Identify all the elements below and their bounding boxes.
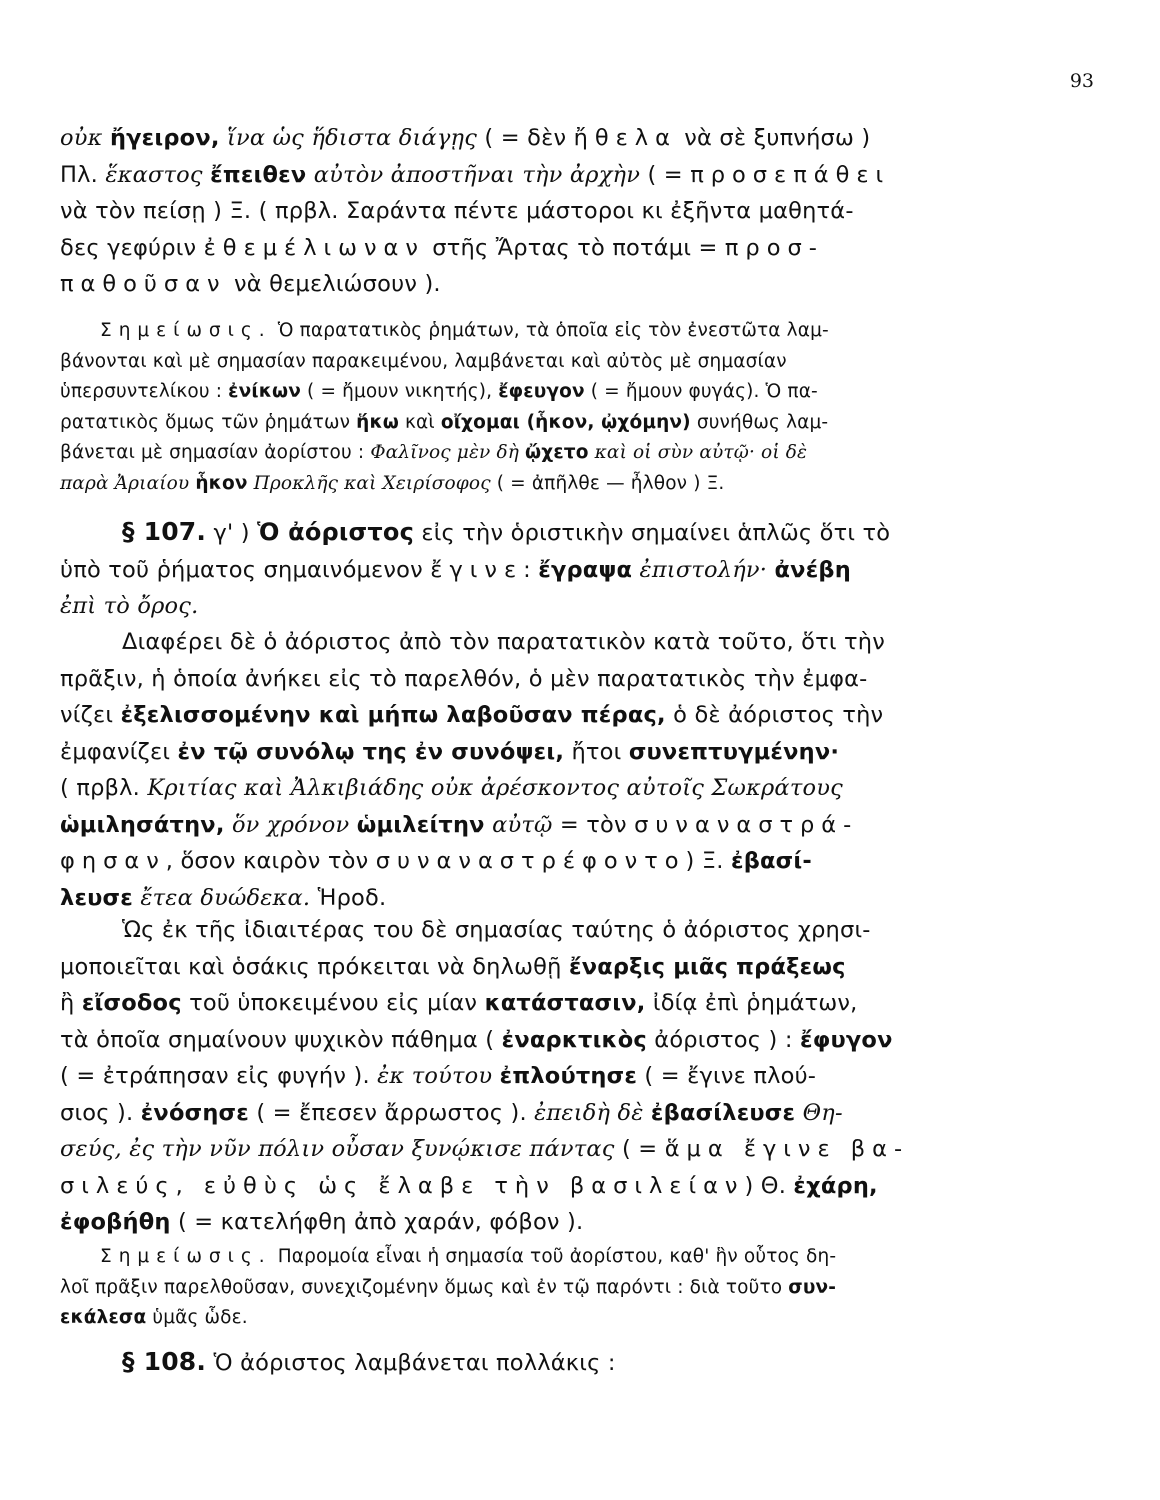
text-line: εκάλεσα ὑμᾶς ὧδε.	[60, 1307, 248, 1328]
note-imperfect	[60, 316, 1100, 499]
text-line: ὡμιλησάτην, ὅν χρόνον ὡμιλείτην αὐτῷ = τὸν συναναστρά-	[60, 811, 859, 838]
section-number: § 107.	[122, 517, 207, 546]
text-line: Ὡς ἐκ τῆς ἰδιαιτέρας του δὲ σημασίας ταύτης ὁ ἀόριστος χρησι-	[122, 917, 871, 943]
text-line: μοποιεῖται καὶ ὁσάκις πρόκειται νὰ δηλωθῇ ἔναρξις μιᾶς πράξεως	[60, 953, 846, 980]
text-line: τὰ ὁποῖα σημαίνουν ψυχικὸν πάθημα ( ἐναρκτικὸς ἀόριστος ) : ἔφυγον	[60, 1026, 893, 1053]
text-line: οὐκ ἤγειρον, ἵνα ὡς ἥδιστα διάγῃς ( = δὲν ἤθελα νὰ σὲ ξυπνήσω )	[60, 125, 871, 151]
paragraph-examples-imperfect	[60, 120, 1100, 303]
text-line: δες γεφύριν ἐθεμέλιωναν στῆς Ἄρτας τὸ ποτάμι = προσ-	[60, 234, 824, 261]
text-line: Σημείωσις. Ὁ παρατατικὸς ῥημάτων, τὰ ὁποῖα εἰς τὸν ἐνεστῶτα λαμ-	[100, 320, 829, 341]
text-line: ( πρβλ. Κριτίας καὶ Ἀλκιβιάδης οὐκ ἀρέσκοντος αὐτοῖς Σωκράτους	[60, 775, 843, 801]
text-line: ρατατικὸς ὅμως τῶν ῥημάτων ἥκω καὶ οἴχομαι (ἧκον, ᾠχόμην) συνήθως λαμ-	[60, 411, 829, 433]
text-line: Σημείωσις. Παρομοία εἶναι ἡ σημασία τοῦ ἀορίστου, καθ' ἣν οὗτος δη-	[100, 1246, 837, 1267]
section-107	[60, 514, 1100, 625]
text-line: νὰ τὸν πείσῃ ) Ξ. ( πρβλ. Σαράντα πέντε μάστοροι κι ἐξῆντα μαθητά-	[60, 198, 854, 224]
text-line: ( = ἐτράπησαν εἰς φυγήν ). ἐκ τούτου ἐπλούτησε ( = ἔγινε πλού-	[60, 1063, 817, 1089]
text-line: σεύς, ἐς τὴν νῦν πόλιν οὖσαν ξυνῴκισε πάντας ( = ἅμα ἔγινε βα-	[60, 1136, 910, 1162]
text-line: λευσε ἔτεα δυώδεκα. Ἡροδ.	[60, 884, 387, 911]
text-line: νίζει ἐξελισσομένην καὶ μήπω λαβοῦσαν πέρας, ὁ δὲ ἀόριστος τὴν	[60, 702, 884, 728]
text-line: παρὰ Ἀριαίου ἧκον Προκλῆς καὶ Χειρίσοφος ( = ἀπῆλθε — ἦλθον ) Ξ.	[60, 472, 725, 494]
text-line: βάνεται μὲ σημασίαν ἀορίστου : Φαλῖνος μὲν δὴ ᾤχετο καὶ οἱ σὺν αὐτῷ· οἱ δὲ	[60, 442, 808, 463]
section-heading-line: § 107. γ' ) Ὁ ἀόριστος εἰς τὴν ὁριστικὴν σημαίνει ἁπλῶς ὅτι τὸ	[122, 517, 891, 546]
text-line: σιλεύς, εὐθὺς ὡς ἔλαβε τὴν βασιλείαν) Θ. ἐχάρη,	[60, 1172, 878, 1199]
text-line: Πλ. ἕκαστος ἔπειθεν αὐτὸν ἀποστῆναι τὴν ἀρχὴν ( = προσεπάθει	[60, 161, 891, 188]
section-heading-line: § 108. Ὁ ἀόριστος λαμβάνεται πολλάκις :	[122, 1347, 616, 1376]
text-line: πρᾶξιν, ἡ ὁποία ἀνήκει εἰς τὸ παρελθόν, ὁ μὲν παρατατικὸς τὴν ἐμφα-	[60, 665, 868, 692]
paragraph-aorist-vs-imperfect	[60, 624, 1100, 916]
text-line: ἢ εἴσοδος τοῦ ὑποκειμένου εἰς μίαν κατάστασιν, ἰδίᾳ ἐπὶ ῥημάτων,	[60, 990, 858, 1016]
text-line: παθοῦσαν νὰ θεμελιώσουν ).	[60, 271, 441, 297]
section-number: § 108.	[122, 1347, 207, 1376]
text-line: φησαν, ὅσον καιρὸν τὸν συναναστρέφοντο) Ξ. ἐβασί-	[60, 848, 812, 874]
text-line: ὑπερσυντελίκου : ἐνίκων ( = ἤμουν νικητής), ἔφευγον ( = ἤμουν φυγάς). Ὁ πα-	[60, 381, 818, 402]
note-aorist	[60, 1242, 1100, 1334]
text-line: ἐμφανίζει ἐν τῷ συνόλῳ της ἐν συνόψει, ἤτοι συνεπτυγμένην·	[60, 738, 840, 765]
document-page	[60, 0, 1100, 1500]
text-line: λοῖ πρᾶξιν παρελθοῦσαν, συνεχιζομένην ὅμως καὶ ἐν τῷ παρόντι : διὰ τοῦτο συν-	[60, 1276, 837, 1298]
section-108	[60, 1344, 1100, 1382]
text-line: ἐπὶ τὸ ὄρος.	[60, 593, 199, 619]
text-line: Διαφέρει δὲ ὁ ἀόριστος ἀπὸ τὸν παρατατικὸν κατὰ τοῦτο, ὅτι τὴν	[122, 629, 885, 655]
text-line: ὑπὸ τοῦ ῥήματος σημαινόμενον ἔγινε: ἔγραψα ἐπιστολήν· ἀνέβη	[60, 556, 851, 583]
text-line: σιος ). ἐνόσησε ( = ἔπεσεν ἄρρωστος ). ἐπειδὴ δὲ ἐβασίλευσε Θη-	[60, 1099, 843, 1126]
text-line: βάνονται καὶ μὲ σημασίαν παρακειμένου, λαμβάνεται καὶ αὐτὸς μὲ σημασίαν	[60, 350, 787, 372]
text-line: ἐφοβήθη ( = κατελήφθη ἀπὸ χαράν, φόβον ).	[60, 1209, 584, 1235]
paragraph-inceptive-aorist	[60, 912, 1100, 1241]
page-number: 93	[1069, 70, 1094, 92]
